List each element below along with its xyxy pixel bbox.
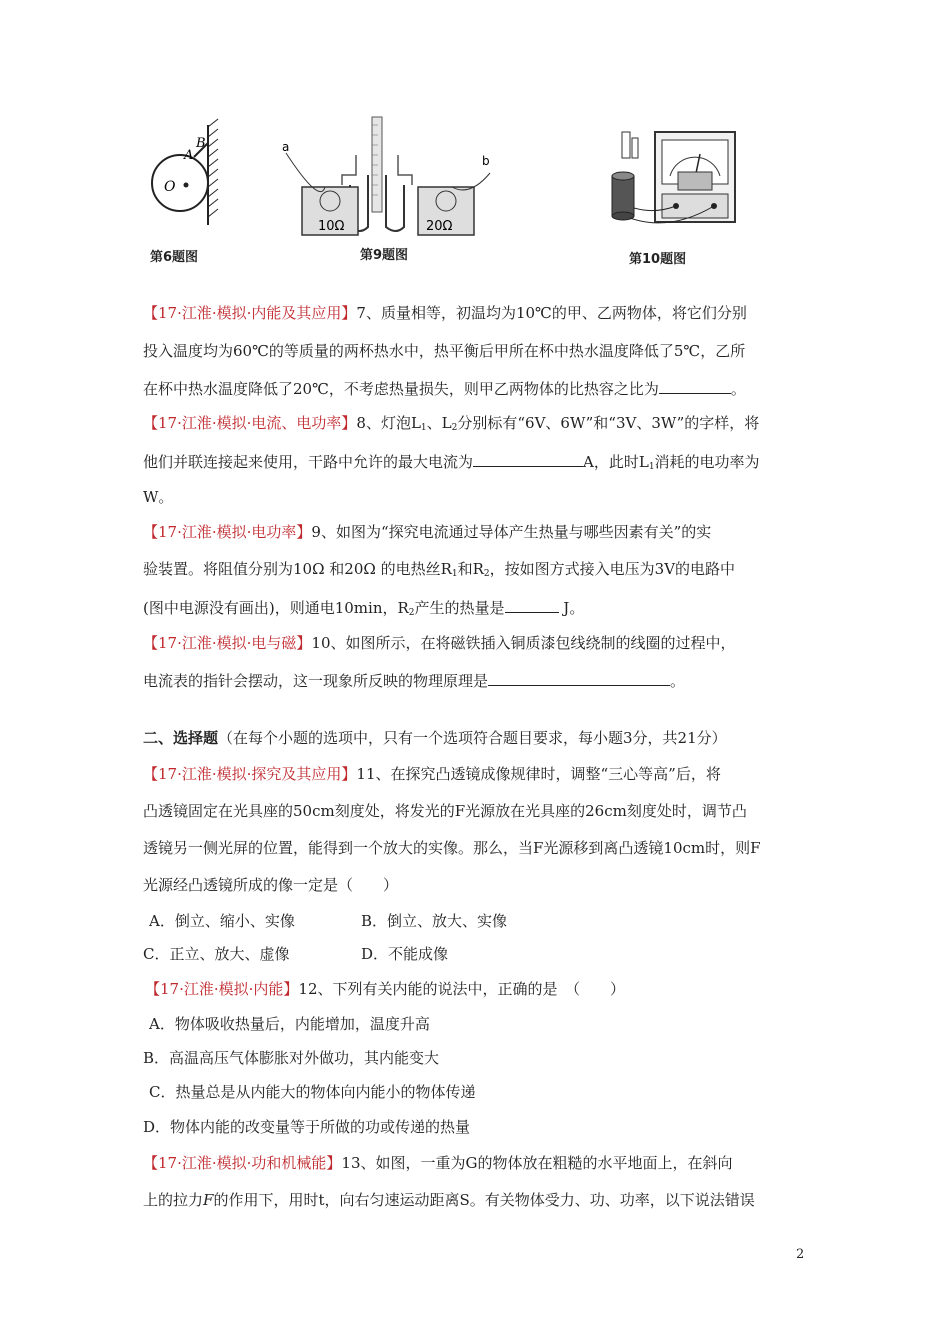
- page-number: 2: [796, 1247, 805, 1262]
- q11-line-1: 【17·江淮·模拟·探究及其应用】11、在探究凸透镜成像规律时，调整“三心等高”后，将: [143, 765, 721, 783]
- q11-line-4: 光源经凸透镜所成的像一定是（ ）: [143, 876, 399, 894]
- q12-option-d[interactable]: D．物体内能的改变量等于所做的功或传递的热量: [143, 1118, 471, 1136]
- q10-line-1: 【17·江淮·模拟·电与磁】10、如图所示，在将磁铁插入铜质漆包线绕制的线圈的过程中，: [143, 634, 736, 652]
- q11-option-a[interactable]: A．倒立、缩小、实像: [149, 912, 295, 930]
- q8-tag: 【17·江淮·模拟·电流、电功率】: [143, 414, 357, 432]
- q13-line-2: 上的拉力F的作用下，用时t，向右匀速运动距离S。有关物体受力、功、功率，以下说法错误: [143, 1191, 755, 1209]
- q12-tag: 【17·江淮·模拟·内能】: [145, 980, 299, 998]
- q8-line-2: 他们并联连接起来使用，干路中允许的最大电流为 A，此时$L_1$消耗的电功率为: [143, 453, 760, 472]
- section-2-heading: [143, 728, 727, 748]
- fig9-label-a: a: [282, 140, 290, 154]
- q10-answer-blank[interactable]: [488, 670, 670, 686]
- q9-tag: 【17·江淮·模拟·电功率】: [143, 523, 312, 541]
- figure-10-drawing: [600, 128, 740, 236]
- figure-9: [280, 115, 500, 240]
- q9-line-2: 验装置。将阻值分别为10Ω 和20Ω 的电热丝$R_1$和$R_2$，按如图方式接入电压为3V的电路中: [143, 560, 736, 579]
- q9-answer-blank[interactable]: [505, 597, 559, 613]
- q13-tag: 【17·江淮·模拟·功和机械能】: [143, 1154, 342, 1172]
- fig9-r2-label: 20Ω: [426, 219, 453, 234]
- q12-option-c[interactable]: C．热量总是从内能大的物体向内能小的物体传递: [149, 1083, 476, 1101]
- figure-6-drawing: [140, 95, 240, 235]
- q11-line-3: 透镜另一侧光屏的位置，能得到一个放大的实像。那么，当F光源移到离凸透镜10cm时，则F: [143, 839, 761, 857]
- figure-6: [140, 95, 240, 235]
- fig9-r1-label: 10Ω: [318, 219, 345, 234]
- fig10-caption: 第10题图: [629, 252, 687, 267]
- q10-line-2: 电流表的指针会摆动，这一现象所反映的物理原理是 。: [143, 672, 686, 690]
- fig9-caption: 第9题图: [360, 248, 409, 263]
- q8-line-1: 【17·江淮·模拟·电流、电功率】8、灯泡$L_1$、$L_2$分别标有“6V、6W”和“3V、3W”的字样，将: [143, 414, 760, 433]
- q11-option-b[interactable]: B．倒立、放大、实像: [361, 912, 508, 930]
- fig9-label-b: b: [482, 154, 490, 168]
- q7-line-3: 在杯中热水温度降低了20℃，不考虑热量损失，则甲乙两物体的比热容之比为 。: [143, 380, 746, 398]
- fig6-label-b: B: [196, 136, 206, 151]
- section-2-title: 二、选择题: [143, 729, 219, 747]
- fig6-label-a: A: [184, 148, 194, 163]
- q8-answer-blank[interactable]: [473, 451, 583, 467]
- q12-line-1: 【17·江淮·模拟·内能】12、下列有关内能的说法中，正确的是 （ ）: [145, 980, 625, 998]
- fig6-caption: 第6题图: [150, 250, 199, 265]
- q11-option-c[interactable]: C．正立、放大、虚像: [143, 945, 290, 963]
- q11-option-d[interactable]: D．不能成像: [361, 945, 449, 963]
- q12-option-a[interactable]: A．物体吸收热量后，内能增加，温度升高: [149, 1015, 430, 1033]
- q7-line-1: 【17·江淮·模拟·内能及其应用】7、质量相等，初温均为10℃的甲、乙两物体，将它们分别: [143, 304, 747, 322]
- q13-line-1: 【17·江淮·模拟·功和机械能】13、如图，一重为G的物体放在粗糙的水平地面上，在斜向: [143, 1154, 733, 1172]
- q10-tag: 【17·江淮·模拟·电与磁】: [143, 634, 312, 652]
- q9-line-1: 【17·江淮·模拟·电功率】9、如图为“探究电流通过导体产生热量与哪些因素有关”的实: [143, 523, 712, 541]
- q7-tag: 【17·江淮·模拟·内能及其应用】: [143, 304, 357, 322]
- q11-line-2: 凸透镜固定在光具座的50cm刻度处，将发光的F光源放在光具座的26cm刻度处时，调节凸: [143, 802, 747, 820]
- q8-line-3: W。: [143, 488, 174, 506]
- figure-10: [600, 128, 740, 236]
- q12-option-b[interactable]: B．高温高压气体膨胀对外做功，其内能变大: [143, 1049, 440, 1067]
- q7-answer-blank[interactable]: [659, 378, 731, 394]
- fig6-label-o: O: [164, 179, 176, 195]
- q7-line-2: 投入温度均为60℃的等质量的两杯热水中，热平衡后甲所在杯中热水温度降低了5℃，乙所: [143, 342, 746, 360]
- q9-line-3: (图中电源没有画出)，则通电10min，$R_2$产生的热量是 J。: [143, 599, 585, 618]
- q11-tag: 【17·江淮·模拟·探究及其应用】: [143, 765, 357, 783]
- figure-9-drawing: [280, 115, 500, 240]
- section-2-note: （在每个小题的选项中，只有一个选项符合题目要求，每小题3分，共21分）: [218, 729, 727, 747]
